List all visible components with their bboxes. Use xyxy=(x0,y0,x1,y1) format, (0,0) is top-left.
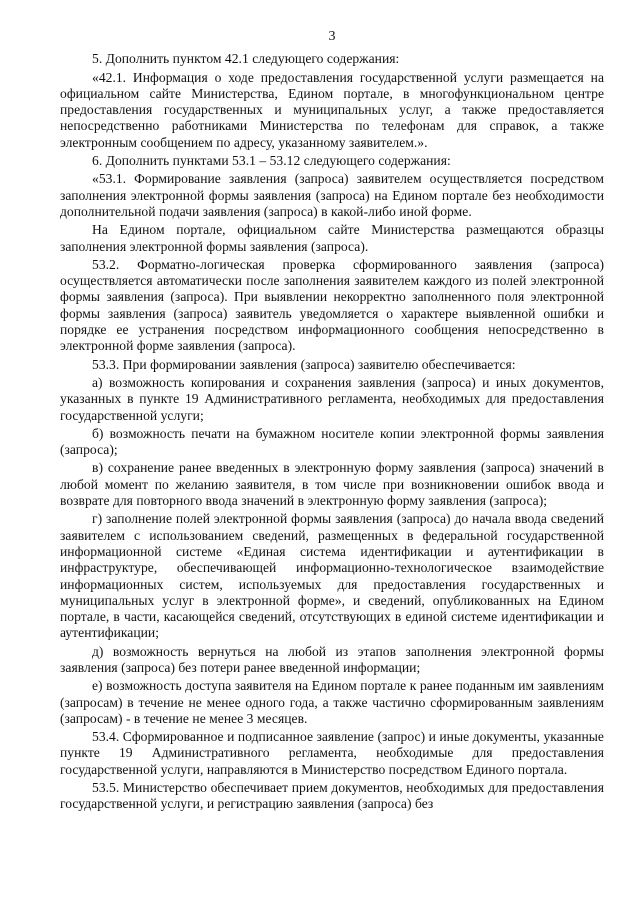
paragraph-53-3: 53.3. При формировании заявления (запроса) заявителю обеспечивается: xyxy=(92,356,516,372)
paragraph-42-1: «42.1. Информация о ходе предоставления государственной услуги размещается на официальном сайте Министерства, Едином портале, в многофункциональном центре предоставления государственных и муниципальных услуг, а также предоставляется непосредственно работниками Министерства по телефонам для справок, а также электронным сообщением по адресу, указанному заявителем.». xyxy=(60,69,604,150)
paragraph-53-1: «53.1. Формирование заявления (запроса) заявителем осуществляется посредством заполнения электронной формы заявления (запроса) на Едином портале без необходимости дополнительной подачи заявления (запроса) в какой-либо иной форме. xyxy=(60,171,604,219)
paragraph-53-3-v: в) сохранение ранее введенных в электронную форму заявления (запроса) значений в любой момент по желанию заявителя, в том числе при возникновении ошибок ввода и возврате для повторного ввода значений в электронную форму заявления (запроса); xyxy=(60,460,604,509)
paragraph-53-5: 53.5. Министерство обеспечивает прием документов, необходимых для предоставления государственной услуги, и регистрацию заявления (запроса) без xyxy=(60,780,604,812)
paragraph-53-1-samples: На Едином портале, официальном сайте Министерства размещаются образцы заполнения электронной формы заявления (запроса). xyxy=(60,222,604,254)
paragraph-53-2: 53.2. Форматно-логическая проверка сформированного заявления (запроса) осуществляется автоматически после заполнения заявителем каждого из полей электронной формы заявления (запроса). При выявлении некорректно заполненного поля электронной формы заявления (запроса) заявитель уведомляется о характере выявленной ошибки и порядке ее устранения посредством информационного сообщения непосредственно в электронной форме заявления (запроса). xyxy=(60,256,604,354)
page-number: 3 xyxy=(328,29,336,44)
document-body xyxy=(60,51,604,812)
paragraph-53-3-e: е) возможность доступа заявителя на Едином портале к ранее поданным им заявлениям (запросам) в течение не менее одного года, а также частично сформированным заявлениям (запросам) - в течение не менее 3 месяцев. xyxy=(60,678,604,726)
paragraph-item-5: 5. Дополнить пунктом 42.1 следующего содержания: xyxy=(92,51,400,67)
paragraph-53-3-g: г) заполнение полей электронной формы заявления (запроса) до начала ввода сведений заявителем с использованием сведений, размещенных в федеральной государственной информационной системе «Единая система идентификации и аутентификации в инфраструктуре, обеспечивающей информационно-технологическое взаимодействие информационных систем, используемых для предоставления государственных и муниципальных услуг в электронной форме», и сведений, опубликованных на Едином портале, в части, касающейся сведений, отсутствующих в единой системе идентификации и аутентификации; xyxy=(60,511,604,641)
paragraph-item-6: 6. Дополнить пунктами 53.1 – 53.12 следующего содержания: xyxy=(92,153,451,169)
paragraph-53-3-b: б) возможность печати на бумажном носителе копии электронной формы заявления (запроса); xyxy=(60,425,604,458)
paragraph-53-4: 53.4. Сформированное и подписанное заявление (запрос) и иные документы, указанные пункте 19 Административного регламента, необходимые для предоставления государственной услуги, направляются в Министерство посредством Единого портала. xyxy=(60,729,604,777)
paragraph-53-3-a: а) возможность копирования и сохранения заявления (запроса) и иных документов, указанных в пункте 19 Административного регламента, необходимых для предоставления государственной услуги; xyxy=(60,374,604,423)
paragraph-53-3-d: д) возможность вернуться на любой из этапов заполнения электронной формы заявления (запроса) без потери ранее введенной информации; xyxy=(60,643,604,675)
